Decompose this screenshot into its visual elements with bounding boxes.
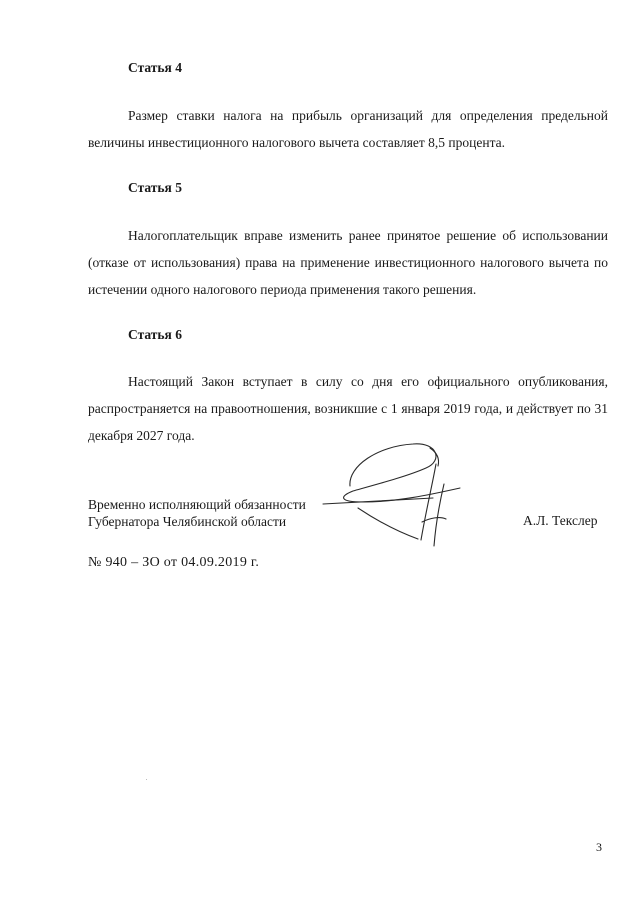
page-number: 3 xyxy=(596,840,602,854)
signatory-position-line-2: Губернатора Челябинской области xyxy=(88,514,287,529)
signature-stroke-underline xyxy=(323,498,433,504)
article-6-heading: Статья 6 xyxy=(128,327,182,342)
scan-speck xyxy=(146,779,147,780)
signature-stroke-vertical-1 xyxy=(421,464,436,540)
signatory-position-line-1: Временно исполняющий обязанности xyxy=(88,497,306,512)
article-6-text: Настоящий Закон вступает в силу со дня его официального опубликования, распространяется на правоотношения, возникшие с 1 января 2019 года, и действует по 31 декабря 2027 года. xyxy=(88,374,608,443)
law-number: № 940 – ЗО от 04.09.2019 г. xyxy=(88,555,260,570)
article-5-heading: Статья 5 xyxy=(128,180,182,195)
signer-name: А.Л. Текслер xyxy=(523,513,598,528)
signature-stroke-loop xyxy=(344,444,460,502)
signature-stroke-tail xyxy=(358,508,418,539)
handwritten-signature xyxy=(318,436,468,548)
article-4-text: Размер ставки налога на прибыль организаций для определения предельной величины инвестиционного налогового вычета составляет 8,5 процента. xyxy=(88,108,608,150)
article-4-heading: Статья 4 xyxy=(128,60,182,75)
article-5-text: Налогоплательщик вправе изменить ранее принятое решение об использовании (отказе от использования) права на применение инвестиционного налогового вычета по истечении одного налогового периода применения такого решения. xyxy=(88,228,608,297)
signatory-position xyxy=(88,496,306,530)
